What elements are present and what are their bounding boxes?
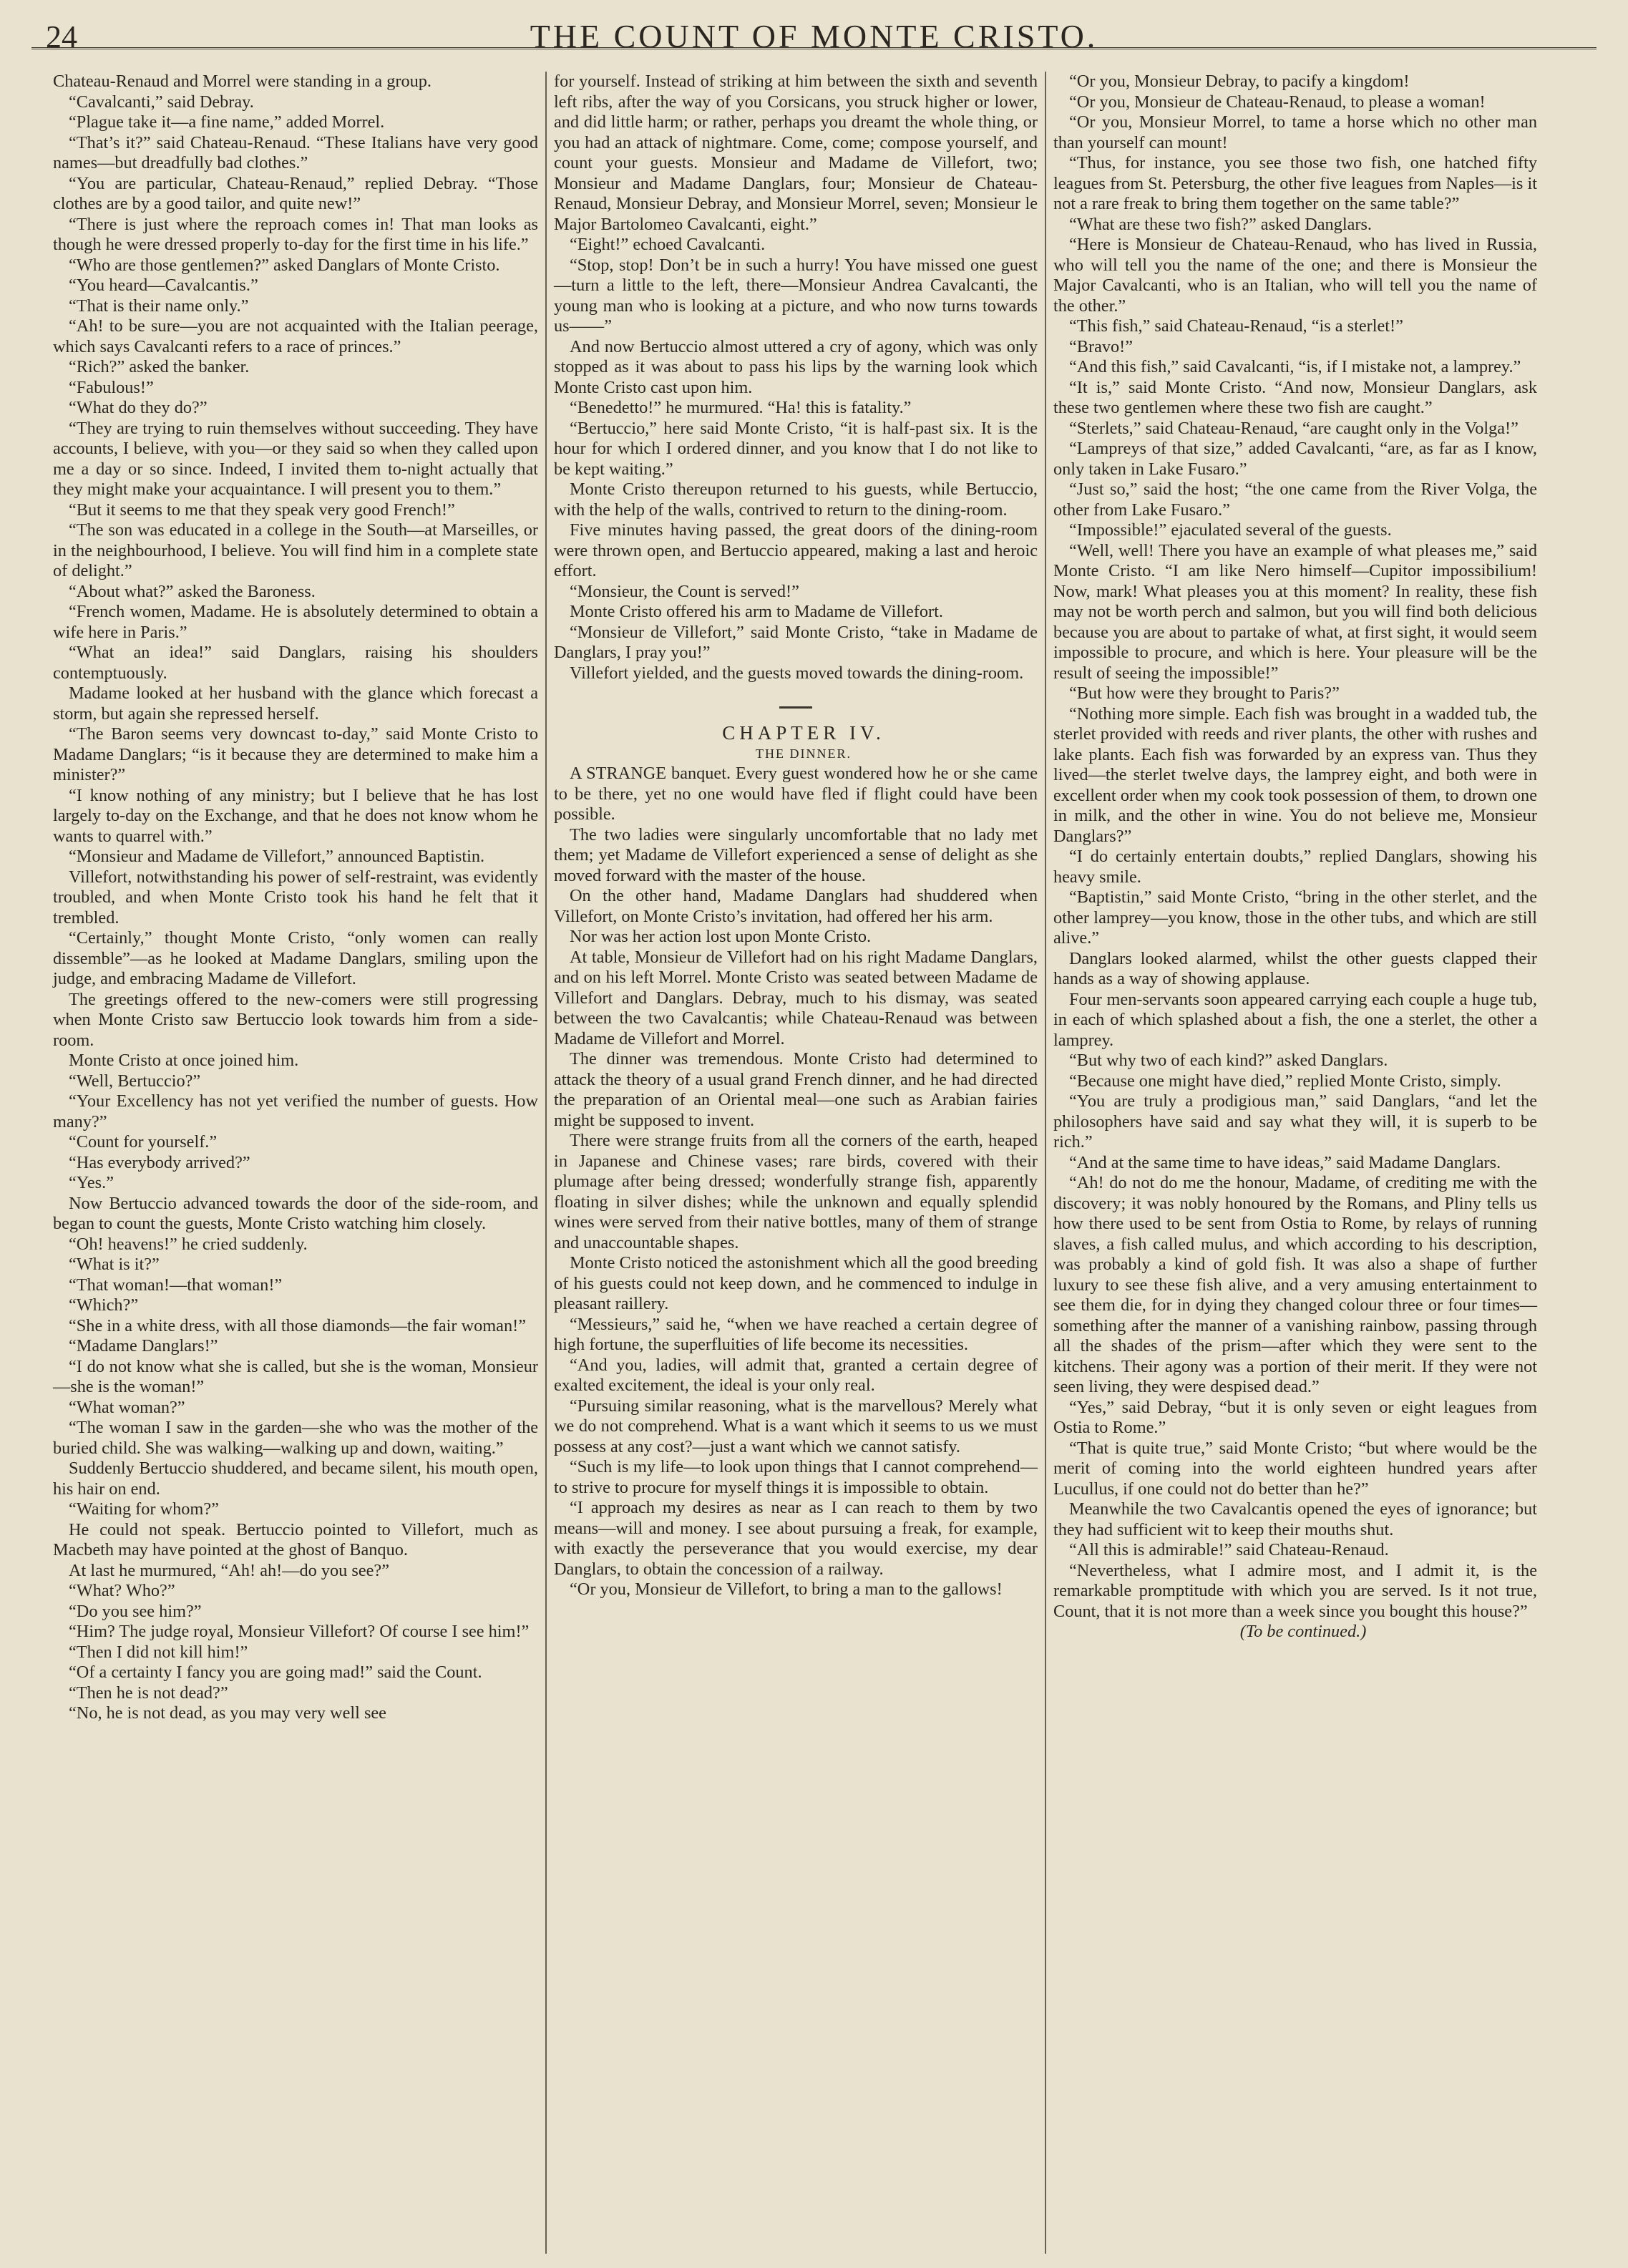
paragraph: “All this is admirable!” said Chateau-Renaud.	[1069, 1540, 1389, 1559]
paragraph: “I do certainly entertain doubts,” replied Danglars, showing his heavy smile.	[1053, 847, 1537, 887]
column-3-text	[1053, 72, 1537, 1622]
paragraph: “Nothing more simple. Each fish was brought in a wadded tub, the sterlet provided with reeds and river plants, the other with rushes and lake plants. Each fish was forwarded by an express van. Thus they lived—the sterlet twelve days, the lamprey eight, and both were in excellent order when my cook took possession of them, to drown one in milk, and the other in wine. You do not believe me, Monsieur Danglars?”	[1053, 704, 1537, 846]
paragraph: “Yes,” said Debray, “but it is only seven or eight leagues from Ostia to Rome.”	[1053, 1397, 1537, 1437]
paragraph: “Certainly,” thought Monte Cristo, “only women can really dissemble”—as he looked at Madame Danglars, smiling upon the judge, and embracing Madame de Villefort.	[53, 928, 538, 988]
paragraph: “Which?”	[69, 1295, 139, 1315]
paragraph: “Of a certainty I fancy you are going mad!” said the Count.	[69, 1663, 482, 1682]
paragraph: “Such is my life—to look upon things that I cannot comprehend—to strive to procure for myself things it is impossible to obtain.	[554, 1457, 1038, 1497]
paragraph: Nor was her action lost upon Monte Cristo.	[570, 927, 872, 946]
paragraph: “Here is Monsieur de Chateau-Renaud, who has lived in Russia, who will tell you the name of the one; and there is Monsieur the Major Cavalcanti, who is an Italian, who will tell you the name of the other.”	[1053, 235, 1537, 316]
paragraph: Chateau-Renaud and Morrel were standing in a group.	[53, 72, 432, 91]
paragraph: “Eight!” echoed Cavalcanti.	[570, 235, 766, 254]
paragraph: for yourself. Instead of striking at him between the sixth and seventh left ribs, after the way of you Corsicans, you struck higher or lower, and did little harm; or rather, perhaps you dreamt the whole thing, or you had an attack of nightmare. Come, come; compose yourself, and count your guests. Monsieur and Madame de Villefort, two; Monsieur and Madame Danglars, four; Monsieur de Chateau-Renaud, Monsieur Debray, and Monsieur Morrel, seven; Monsieur le Major Bartolomeo Cavalcanti, eight.”	[554, 72, 1038, 234]
paragraph: “Messieurs,” said he, “when we have reached a certain degree of high fortune, the superfluities of life become its necessities.	[554, 1314, 1038, 1354]
paragraph: “Or you, Monsieur Morrel, to tame a horse which no other man than yourself can mount!	[1053, 112, 1537, 152]
paragraph: “Benedetto!” he murmured. “Ha! this is fatality.”	[570, 398, 912, 417]
paragraph: Monte Cristo thereupon returned to his guests, while Bertuccio, with the help of the walls, contrived to return to the dining-room.	[554, 480, 1038, 520]
column-2-bottom	[554, 764, 1038, 1600]
paragraph: “It is,” said Monte Cristo. “And now, Monsieur Danglars, ask these two gentlemen where these two fish are caught.”	[1053, 377, 1537, 417]
paragraph: “Do you see him?”	[69, 1601, 202, 1621]
paragraph: He could not speak. Bertuccio pointed to Villefort, much as Macbeth may have pointed at the ghost of Banquo.	[53, 1519, 538, 1559]
column-2-top	[554, 72, 1038, 683]
paragraph: “What woman?”	[69, 1397, 185, 1417]
paragraph: “Then he is not dead?”	[69, 1683, 228, 1703]
paragraph: “The son was educated in a college in the South—at Marseilles, or in the neighbourhood, I believe. You will find him in a complete state of delight.”	[53, 520, 538, 580]
to-be-continued: (To be continued.)	[1239, 1622, 1367, 1641]
paragraph: “Has everybody arrived?”	[69, 1152, 250, 1172]
paragraph: “But how were they brought to Paris?”	[1069, 683, 1340, 703]
paragraph: Five minutes having passed, the great doors of the dining-room were thrown open, and Bertuccio appeared, making a last and heroic effort.	[554, 520, 1038, 580]
page-number: 24	[46, 19, 77, 54]
paragraph: “Or you, Monsieur Debray, to pacify a kingdom!	[1069, 72, 1410, 91]
column-3	[1045, 72, 1544, 2254]
paragraph: “Well, well! There you have an example of what pleases me,” said Monte Cristo. “I am like Nero himself—Cupitor impossibilium! Now, mark! What pleases you at this moment? In reality, these fish may not be worth perch and salmon, but you will find both delicious because you are about to partake of what, at first sight, it would seem impossible to procure, and which is here. Your pleasure will be the result of seeing the impossible!”	[1053, 540, 1537, 683]
paragraph: Villefort yielded, and the guests moved towards the dining-room.	[570, 663, 1024, 683]
paragraph: Monte Cristo offered his arm to Madame de Villefort.	[570, 602, 943, 621]
paragraph: “But it seems to me that they speak very good French!”	[69, 500, 455, 520]
paragraph: “Bertuccio,” here said Monte Cristo, “it is half-past six. It is the hour for which I ordered dinner, and you know that I do not like to be kept waiting.”	[554, 418, 1038, 479]
paragraph: “You heard—Cavalcantis.”	[69, 276, 258, 295]
paragraph: On the other hand, Madame Danglars had shuddered when Villefort, on Monte Cristo’s invitation, had offered her his arm.	[554, 886, 1038, 926]
page-header	[31, 16, 1597, 59]
paragraph: “Oh! heavens!” he cried suddenly.	[69, 1234, 308, 1254]
paragraph: “Pursuing similar reasoning, what is the marvellous? Merely what we do not comprehend. What is a want which it seems to us we must possess at any cost?—just a want which we cannot satisfy.	[554, 1396, 1038, 1456]
paragraph: “Yes.”	[69, 1173, 114, 1192]
paragraph: “But why two of each kind?” asked Danglars.	[1069, 1051, 1388, 1070]
paragraph: “The Baron seems very downcast to-day,” said Monte Cristo to Madame Danglars; “is it because they are determined to make him a minister?”	[53, 724, 538, 784]
paragraph: “Or you, Monsieur de Villefort, to bring a man to the gallows!	[570, 1580, 1003, 1599]
paragraph: At table, Monsieur de Villefort had on his right Madame Danglars, and on his left Morrel. Monte Cristo was seated between Madame de Villefort and Danglars. Debray, much to his dismay, was seated between the two Cavalcantis; while Chateau-Renaud was between Madame de Villefort and Morrel.	[554, 947, 1038, 1048]
paragraph: “What is it?”	[69, 1255, 160, 1274]
paragraph: “That’s it?” said Chateau-Renaud. “These Italians have very good names—but dreadfully bad clothes.”	[53, 132, 538, 172]
paragraph: “Impossible!” ejaculated several of the guests.	[1069, 520, 1392, 540]
paragraph: “Plague take it—a fine name,” added Morrel.	[69, 112, 385, 132]
paragraph: “Or you, Monsieur de Chateau-Renaud, to please a woman!	[1069, 92, 1486, 112]
paragraph: Four men-servants soon appeared carrying each couple a huge tub, in each of which splashed about a fish, the one a sterlet, the other a lamprey.	[1053, 989, 1537, 1050]
paragraph: And now Bertuccio almost uttered a cry of agony, which was only stopped as it was about to pass his lips by the warning look which Monte Cristo cast upon him.	[554, 336, 1038, 397]
chapter-title: THE DINNER.	[756, 746, 852, 761]
paragraph: Meanwhile the two Cavalcantis opened the eyes of ignorance; but they had sufficient wit to keep their mouths shut.	[1053, 1499, 1537, 1539]
paragraph: “And at the same time to have ideas,” said Madame Danglars.	[1069, 1152, 1501, 1172]
paragraph: Suddenly Bertuccio shuddered, and became silent, his mouth open, his hair on end.	[53, 1459, 538, 1499]
paragraph: Monte Cristo at once joined him.	[69, 1051, 299, 1070]
paragraph: “What? Who?”	[69, 1581, 175, 1600]
paragraph: “No, he is not dead, as you may very well see	[69, 1703, 386, 1723]
paragraph: “Stop, stop! Don’t be in such a hurry! You have missed one guest—turn a little to the left, there—Monsieur Andrea Cavalcanti, the young man who is looking at a picture, and who now turns towards us——”	[554, 255, 1038, 336]
paragraph: “French women, Madame. He is absolutely determined to obtain a wife here in Paris.”	[53, 602, 538, 642]
paragraph: “I do not know what she is called, but she is the woman, Monsieur—she is the woman!”	[53, 1356, 538, 1396]
paragraph: “Monsieur de Villefort,” said Monte Cristo, “take in Madame de Danglars, I pray you!”	[554, 622, 1038, 662]
paragraph: A STRANGE banquet. Every guest wondered how he or she came to be there, yet no one would have fled if flight could have been possible.	[554, 764, 1038, 824]
paragraph: “What do they do?”	[69, 398, 208, 417]
paragraph: “Monsieur and Madame de Villefort,” announced Baptistin.	[69, 847, 485, 866]
paragraph: “Nevertheless, what I admire most, and I admit it, is the remarkable promptitude with which you are served. Is it not true, Count, that it is not more than a week since you bought this house?”	[1053, 1560, 1537, 1621]
paragraph: “You are particular, Chateau-Renaud,” replied Debray. “Those clothes are by a good tailor, and quite new!”	[53, 173, 538, 213]
paragraph: Villefort, notwithstanding his power of self-restraint, was evidently troubled, and when Monte Cristo took his hand he felt that it trembled.	[53, 867, 538, 928]
chapter-divider	[779, 706, 812, 709]
paragraph: “Then I did not kill him!”	[69, 1642, 248, 1662]
paragraph: Madame looked at her husband with the glance which forecast a storm, but again she repressed herself.	[53, 683, 538, 724]
paragraph: “About what?” asked the Baroness.	[69, 581, 316, 601]
text-columns	[46, 72, 1597, 2254]
paragraph: “What an idea!” said Danglars, raising his shoulders contemptuously.	[53, 643, 538, 683]
paragraph: “Because one might have died,” replied Monte Cristo, simply.	[1069, 1071, 1501, 1091]
paragraph: “Lampreys of that size,” added Cavalcanti, “are, as far as I know, only taken in Lake Fusaro.”	[1053, 439, 1537, 479]
paragraph: “Monsieur, the Count is served!”	[570, 581, 799, 601]
paragraph: “Rich?” asked the banker.	[69, 357, 250, 376]
paragraph: “Your Excellency has not yet verified the number of guests. How many?”	[53, 1091, 538, 1131]
paragraph: “This fish,” said Chateau-Renaud, “is a sterlet!”	[1069, 316, 1403, 336]
paragraph: “That woman!—that woman!”	[69, 1275, 283, 1295]
paragraph: “Waiting for whom?”	[69, 1499, 219, 1519]
paragraph: “What are these two fish?” asked Danglars.	[1069, 214, 1372, 234]
paragraph: “I know nothing of any ministry; but I believe that he has lost largely to-day on the Exchange, and that he does not know whom he wants to quarrel with.”	[53, 785, 538, 846]
paragraph: “Count for yourself.”	[69, 1132, 218, 1152]
paragraph: The greetings offered to the new-comers were still progressing when Monte Cristo saw Bertuccio look towards him from a side-room.	[53, 989, 538, 1050]
paragraph: “Bravo!”	[1069, 336, 1134, 356]
paragraph: “Cavalcanti,” said Debray.	[69, 92, 254, 112]
header-rule	[31, 47, 1597, 49]
paragraph: “I approach my desires as near as I can reach to them by two means—will and money. I see about pursuing a freak, for example, with exactly the perseverance that you would exercise, my dear Danglars, to obtain the concession of a railway.	[554, 1498, 1038, 1579]
paragraph: “Madame Danglars!”	[69, 1336, 218, 1356]
paragraph: Danglars looked alarmed, whilst the other guests clapped their hands as a way of showing applause.	[1053, 948, 1537, 988]
chapter-heading: CHAPTER IV.	[722, 722, 885, 744]
paragraph: Now Bertuccio advanced towards the door of the side-room, and began to count the guests, Monte Cristo watching him closely.	[53, 1193, 538, 1233]
paragraph: “Just so,” said the host; “the one came from the River Volga, the other from Lake Fusaro.”	[1053, 480, 1537, 520]
paragraph: “There is just where the reproach comes in! That man looks as though he were dressed properly to-day for the first time in his life.”	[53, 214, 538, 254]
paragraph: “The woman I saw in the garden—she who was the mother of the buried child. She was walking—walking up and down, waiting.”	[53, 1418, 538, 1458]
paragraph: “That is their name only.”	[69, 296, 249, 316]
paragraph: “Him? The judge royal, Monsieur Villefort? Of course I see him!”	[69, 1622, 530, 1641]
paragraph: The dinner was tremendous. Monte Cristo had determined to attack the theory of a usual grand French dinner, and he had directed the preparation of an Oriental meal—one such as Arabian fairies might be supposed to invent.	[554, 1049, 1038, 1130]
paragraph: “And you, ladies, will admit that, granted a certain degree of exalted excitement, the ideal is your only real.	[554, 1355, 1038, 1395]
paragraph: “Well, Bertuccio?”	[69, 1071, 201, 1091]
paragraph: “They are trying to ruin themselves without succeeding. They have accounts, I believe, with you—or they said so when they called upon me a day or so since. Indeed, I invited them to-night actually that they might make your acquaintance. I will present you to them.”	[53, 418, 538, 499]
paragraph: “Sterlets,” said Chateau-Renaud, “are caught only in the Volga!”	[1069, 418, 1519, 438]
paragraph: Monte Cristo noticed the astonishment which all the good breeding of his guests could not keep down, and he commenced to indulge in pleasant raillery.	[554, 1253, 1038, 1313]
paragraph: “Baptistin,” said Monte Cristo, “bring in the other sterlet, and the other lamprey—you know, those in the other tubs, and which are still alive.”	[1053, 887, 1537, 948]
paragraph: “And this fish,” said Cavalcanti, “is, if I mistake not, a lamprey.”	[1069, 357, 1521, 376]
paragraph: “Ah! do not do me the honour, Madame, of crediting me with the discovery; it was nobly honoured by the Romans, and Pliny tells us how there used to be sent from Ostia to Rome, by relays of running slaves, a fish called mulus, and which according to his description, was probably a kind of gold fish. It was also a shape of further luxury to see these fish alive, and a very amusing entertainment to see them die, for in dying they changed colour three or four times—something after the manner of a vanishing rainbow, passing through all the shades of the prism—after which they were sent to the kitchens. Their agony was a portion of their merit. If they were not seen living, they were despised dead.”	[1053, 1173, 1537, 1396]
paragraph: “Ah! to be sure—you are not acquainted with the Italian peerage, which says Cavalcanti refers to a race of princes.”	[53, 316, 538, 356]
column-1	[46, 72, 545, 2254]
paragraph: The two ladies were singularly uncomfortable that no lady met them; yet Madame de Villefort experienced a sense of delight as she moved forward with the master of the house.	[554, 824, 1038, 885]
paragraph: “You are truly a prodigious man,” said Danglars, “and let the philosophers have said and say what they will, it is superb to be rich.”	[1053, 1091, 1537, 1152]
paragraph: “Who are those gentlemen?” asked Danglars of Monte Cristo.	[69, 255, 500, 275]
paragraph: “Thus, for instance, you see those two fish, one hatched fifty leagues from St. Petersburg, the other five leagues from Naples—is it not a rare freak to bring them together on the same table?”	[1053, 153, 1537, 213]
paragraph: “That is quite true,” said Monte Cristo; “but where would be the merit of coming into the world eighteen hundred years after Lucullus, if one could not do better than he?”	[1053, 1438, 1537, 1499]
running-title: THE COUNT OF MONTE CRISTO.	[530, 18, 1098, 54]
paragraph: At last he murmured, “Ah! ah!—do you see?”	[69, 1560, 389, 1580]
paragraph: There were strange fruits from all the corners of the earth, heaped in Japanese and Chinese vases; rare birds, covered with their plumage after being dressed; wonderfully strange fish, apparently floating in silver dishes; while the unknown and equally splendid wines were served from their native bottles, many of them of strange and unaccountable shapes.	[554, 1131, 1038, 1252]
column-2	[545, 72, 1045, 2254]
paragraph: “Fabulous!”	[69, 377, 154, 397]
paragraph: “She in a white dress, with all those diamonds—the fair woman!”	[69, 1315, 526, 1335]
